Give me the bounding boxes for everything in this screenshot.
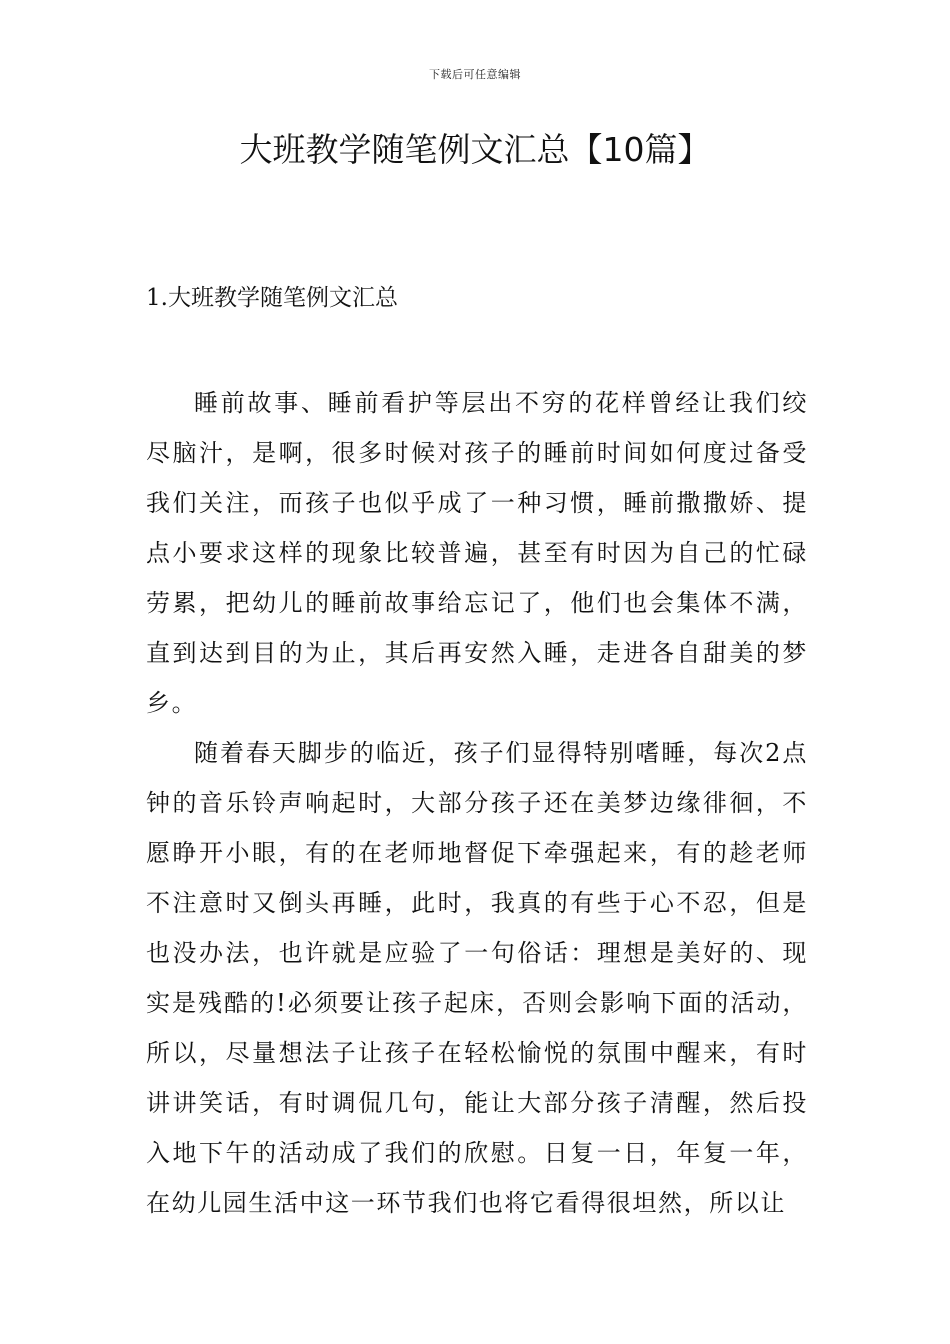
header-note: 下载后可任意编辑 [429,68,521,81]
section-heading: 1.大班教学随笔例文汇总 [146,285,398,311]
paragraph: 随着春天脚步的临近，孩子们显得特别嗜睡，每次2点钟的音乐铃声响起时，大部分孩子还在美梦边缘徘徊，不愿睁开小眼，有的在老师地督促下牵强起来，有的趁老师不注意时又倒头再睡，此时，我真的有些于心不忍，但是也没办法，也许就是应验了一句俗话：理想是美好的、现实是残酷的!必须要让孩子起床，否则会影响下面的活动，所以，尽量想法子让孩子在轻松愉悦的氛围中醒来，有时讲讲笑话，有时调侃几句，能让大部分孩子清醒，然后投入地下午的活动成了我们的欣慰。日复一日，年复一年，在幼儿园生活中这一环节我们也将它看得很坦然，所以让 [146,739,808,1217]
body-text [146,378,808,1228]
document-title: 大班教学随笔例文汇总【10篇】 [239,130,711,169]
paragraph: 睡前故事、睡前看护等层出不穷的花样曾经让我们绞尽脑汁，是啊，很多时候对孩子的睡前时间如何度过备受我们关注，而孩子也似乎成了一种习惯，睡前撒撒娇、提点小要求这样的现象比较普遍，甚至有时因为自己的忙碌劳累，把幼儿的睡前故事给忘记了，他们也会集体不满，直到达到目的为止，其后再安然入睡，走进各自甜美的梦乡。 [146,389,808,717]
